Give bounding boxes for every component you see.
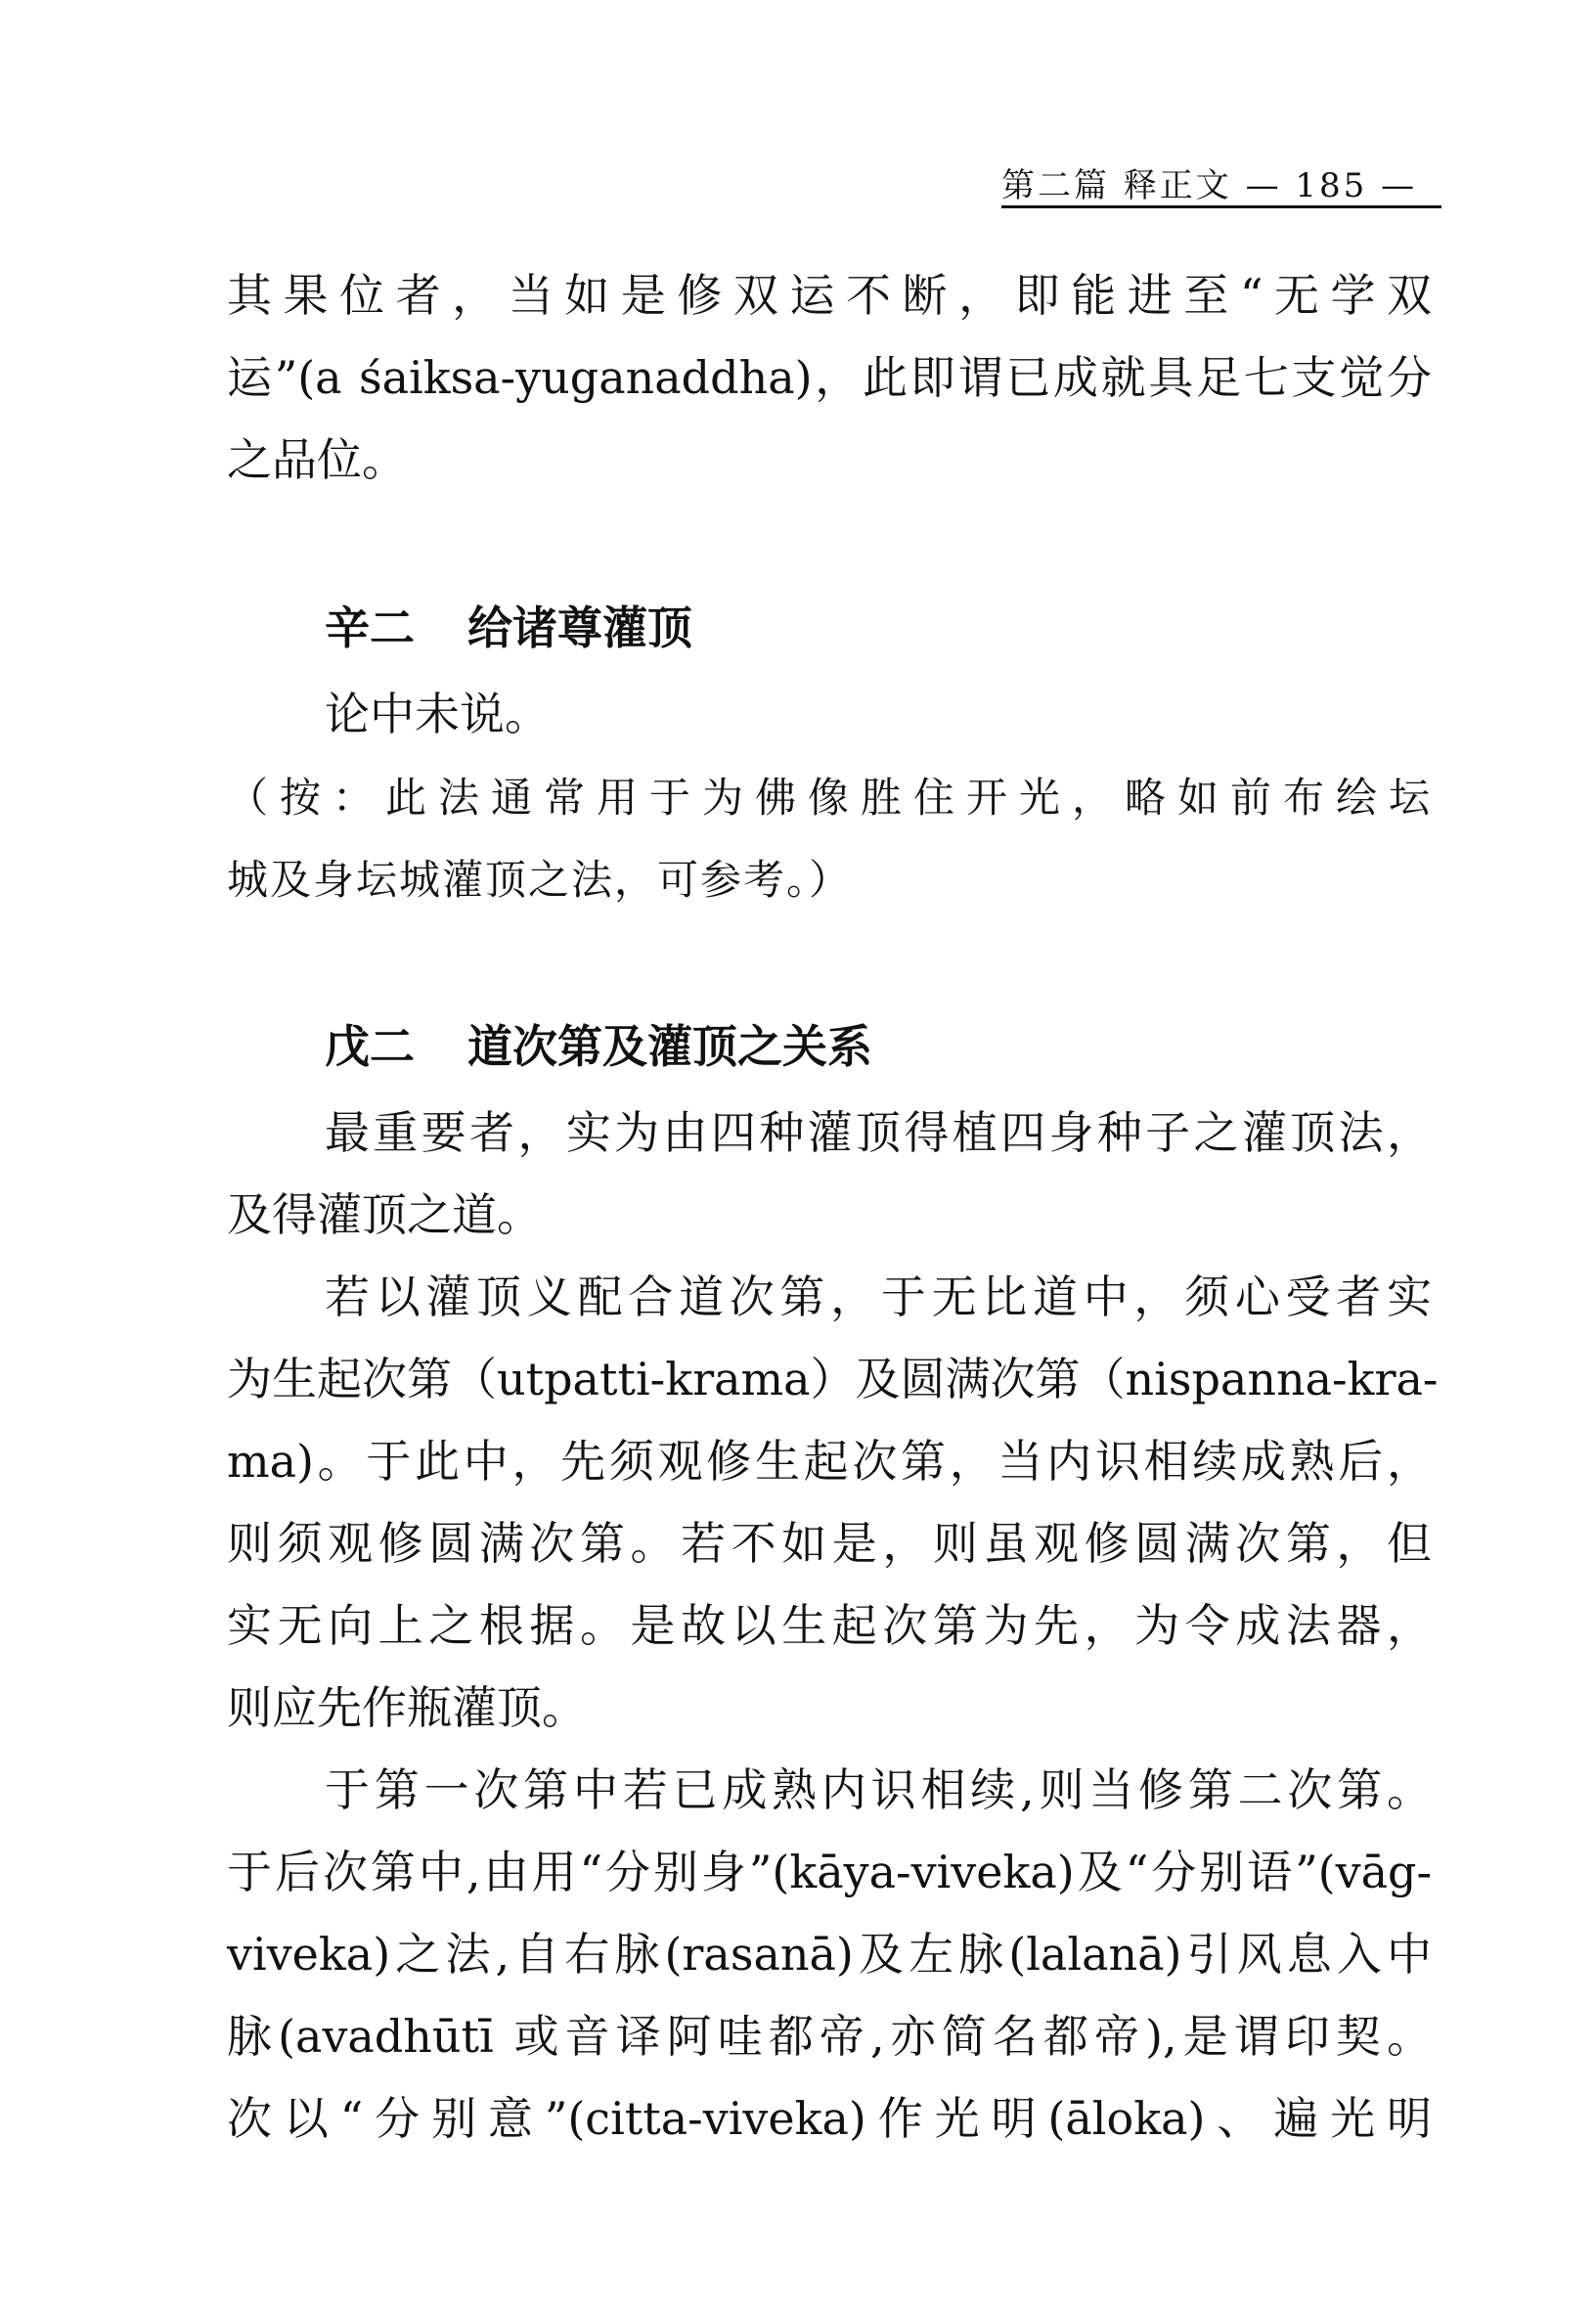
body-line: ma)。于此中，先须观修生起次第，当内识相续成熟后， [227, 1435, 1432, 1488]
body-line: 脉(avadhūtī 或音译阿哇都帝,亦简名都帝),是谓印契。 [227, 2010, 1432, 2063]
body-line: 于第一次第中若已成熟内识相续,则当修第二次第。 [325, 1763, 1432, 1816]
section-heading-1 [325, 599, 692, 657]
running-head: 第二篇 释正文 — 185 — [1001, 166, 1418, 205]
section-heading-2 [325, 1017, 872, 1076]
body-line: 及得灌顶之道。 [227, 1188, 542, 1241]
header-rule [1001, 205, 1441, 208]
body-line: 之品位。 [227, 433, 407, 486]
body-line: 实无向上之根据。是故以生起次第为先，为令成法器， [227, 1599, 1432, 1652]
heading-title: 道次第及灌顶之关系 [467, 1020, 872, 1073]
body-line: 为生起次第（utpatti-krama）及圆满次第（nispanna-kra- [227, 1353, 1439, 1405]
body-line: 则应先作瓶灌顶。 [227, 1681, 587, 1734]
body-line: viveka)之法,自右脉(rasanā)及左脉(lalanā)引风息入中 [227, 1928, 1432, 1981]
body-line: 于后次第中,由用“分别身”(kāya-viveka)及“分别语”(vāg- [227, 1846, 1432, 1898]
note-line: 城及身坛城灌顶之法，可参考。） [227, 856, 853, 904]
heading-number: 戊二 [325, 1020, 415, 1073]
body-line: 则须观修圆满次第。若不如是，则虽观修圆满次第，但 [227, 1517, 1432, 1570]
body-line: 次以“分别意”(citta-viveka)作光明(āloka)、遍光明 [227, 2092, 1432, 2145]
body-line: 论中未说。 [325, 688, 550, 740]
body-line: 其果位者，当如是修双运不断，即能进至“无学双 [227, 269, 1432, 322]
body-line: 运”(a śaiksa-yuganaddha)，此即谓已成就具足七支觉分 [227, 351, 1432, 404]
body-line: 若以灌顶义配合道次第，于无比道中，须心受者实 [325, 1270, 1432, 1323]
note-line: （按：此法通常用于为佛像胜住开光，略如前布绘坛 [227, 774, 1432, 822]
heading-number: 辛二 [325, 602, 415, 654]
body-line: 最重要者，实为由四种灌顶得植四身种子之灌顶法， [325, 1106, 1432, 1159]
heading-title: 给诸尊灌顶 [467, 602, 692, 654]
